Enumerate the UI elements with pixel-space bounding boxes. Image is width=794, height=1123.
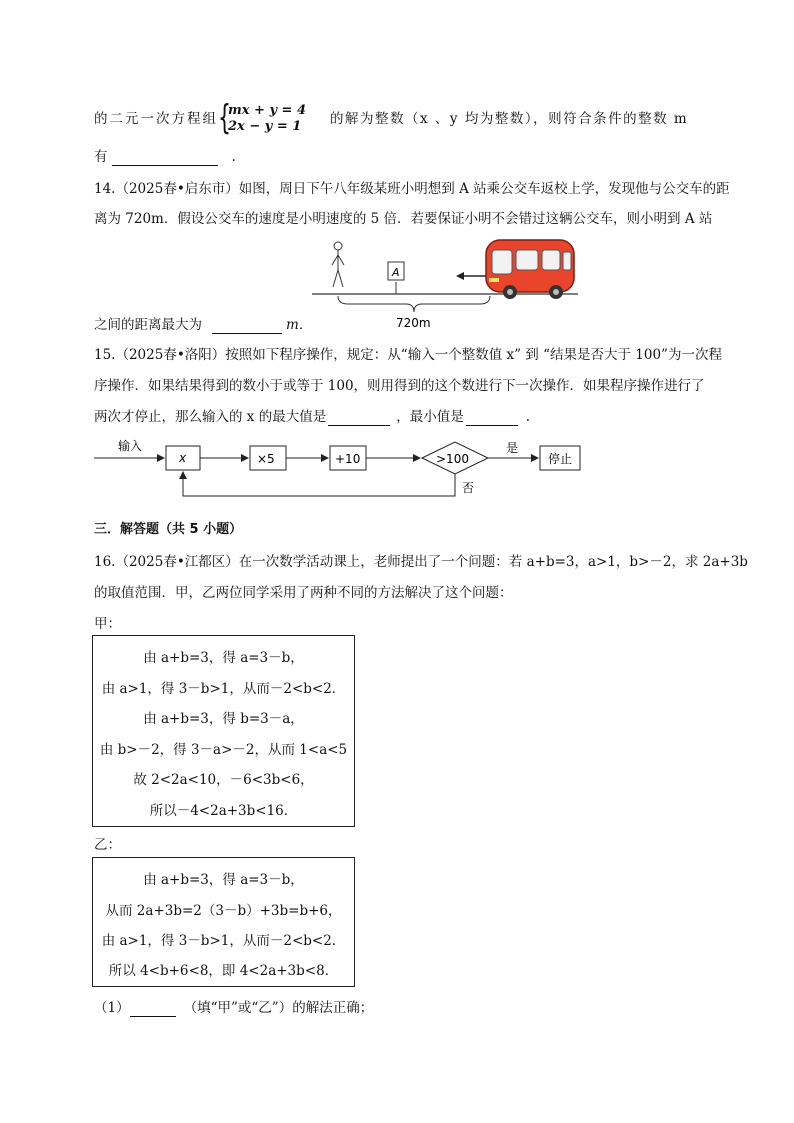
- section-title: 三．解答题（共 5 小题）: [94, 522, 243, 537]
- arrow-head: [456, 272, 464, 280]
- jia-line: 故 2<2a<10，－6<3b<6，: [133, 772, 314, 788]
- jia-solution-box: [92, 635, 355, 827]
- bus-figure: [308, 232, 588, 332]
- q13-period: .: [231, 149, 236, 165]
- q16-line1: 16.（2025春•江都区）在一次数学活动课上，老师提出了一个问题：若 a+b=3，a>1，b>－2，求 2a+3b: [94, 554, 748, 570]
- equation-system: { mx + y = 4 2x − y = 1: [218, 97, 306, 138]
- q14-line3: [94, 313, 312, 334]
- q14-prefix: 之间的距离最大为: [94, 317, 202, 333]
- sub1-suffix: （填“甲”或“乙”）的解法正确；: [183, 1000, 374, 1016]
- yi-solution-box: [92, 857, 355, 987]
- q15-line2: 序操作．如果结果得到的数小于或等于 100，则用得到的这个数进行下一次操作．如果程序操作进行了: [94, 378, 705, 394]
- q16-sub1: [94, 996, 373, 1017]
- flow-mul-text: ×5: [257, 452, 275, 466]
- jia-line: 由 b>－2，得 3－a>－2，从而 1<a<5: [99, 742, 348, 758]
- q13-suffix: 的解为整数（x 、y 均为整数），则符合条件的整数 m: [330, 111, 689, 127]
- q14-unit: m．: [286, 317, 313, 333]
- flow-no-label: 否: [462, 481, 475, 495]
- flow-add-text: +10: [335, 452, 361, 466]
- flow-cond-text: >100: [436, 452, 469, 466]
- flow-loop-arrow: [183, 472, 455, 496]
- q14-answer-blank[interactable]: [212, 317, 282, 334]
- q13-answer-blank[interactable]: [112, 149, 218, 166]
- jia-label: 甲：: [94, 616, 121, 632]
- yi-label: 乙：: [94, 837, 121, 853]
- person-icon: [332, 242, 344, 287]
- q15-max-blank[interactable]: [328, 409, 390, 426]
- yi-line: 由 a>1，得 3－b>1，从而－2<b<2．: [101, 933, 346, 949]
- q15-min-blank[interactable]: [466, 409, 518, 426]
- flowchart: [90, 432, 590, 502]
- q16-line2: 的取值范围．甲，乙两位同学采用了两种不同的方法解决了这个问题：: [94, 585, 513, 601]
- q14-line2: 离为 720m．假设公交车的速度是小明速度的 5 倍．若要保证小明不会错过这辆公交车，则小明到 A 站: [94, 211, 713, 227]
- distance-brace: [338, 296, 490, 312]
- jia-line: 由 a>1，得 3－b>1，从而－2<b<2．: [101, 681, 346, 697]
- q15-mid: ，最小值是: [396, 409, 464, 425]
- flow-stop-text: 停止: [548, 452, 573, 466]
- q13-prefix: 的二元一次方程组: [94, 111, 218, 127]
- yi-line: 从而 2a+3b=2（3－b）+3b=b+6，: [105, 903, 342, 919]
- flow-x-text: x: [179, 451, 187, 465]
- sub1-prefix: （1）: [94, 1000, 130, 1016]
- sub1-answer-blank[interactable]: [130, 1000, 176, 1017]
- jia-line: 所以－4<2a+3b<16．: [149, 803, 298, 819]
- flow-input-label: 输入: [118, 439, 143, 453]
- distance-label: 720m: [396, 316, 431, 330]
- q13-line2: [94, 145, 236, 166]
- jia-line: 由 a+b=3，得 a=3－b，: [143, 650, 304, 666]
- q13-line1: [94, 97, 689, 138]
- q15-prefix: 两次才停止，那么输入的 x 的最大值是: [94, 409, 327, 425]
- yi-line: 所以 4<b+6<8，即 4<2a+3b<8．: [108, 963, 339, 979]
- q15-line1: 15.（2025春•洛阳）按照如下程序操作，规定：从“输入一个整数值 x” 到 “结果是否大于 100”为一次程: [94, 347, 722, 363]
- q15-line3: [94, 405, 530, 426]
- bus-icon: [486, 240, 574, 299]
- q14-line1: 14.（2025春•启东市）如图，周日下午八年级某班小明想到 A 站乘公交车返校上学，发现他与公交车的距: [94, 181, 730, 197]
- stop-label: A: [392, 266, 400, 279]
- q13-you: 有: [94, 149, 108, 165]
- flow-yes-label: 是: [506, 441, 519, 455]
- equation-2: 2x − y = 1: [228, 118, 302, 134]
- jia-line: 由 a+b=3，得 b=3－a，: [143, 711, 304, 727]
- yi-line: 由 a+b=3，得 a=3－b，: [143, 872, 304, 888]
- equation-1: mx + y = 4: [228, 102, 306, 118]
- q15-end: .: [525, 409, 530, 425]
